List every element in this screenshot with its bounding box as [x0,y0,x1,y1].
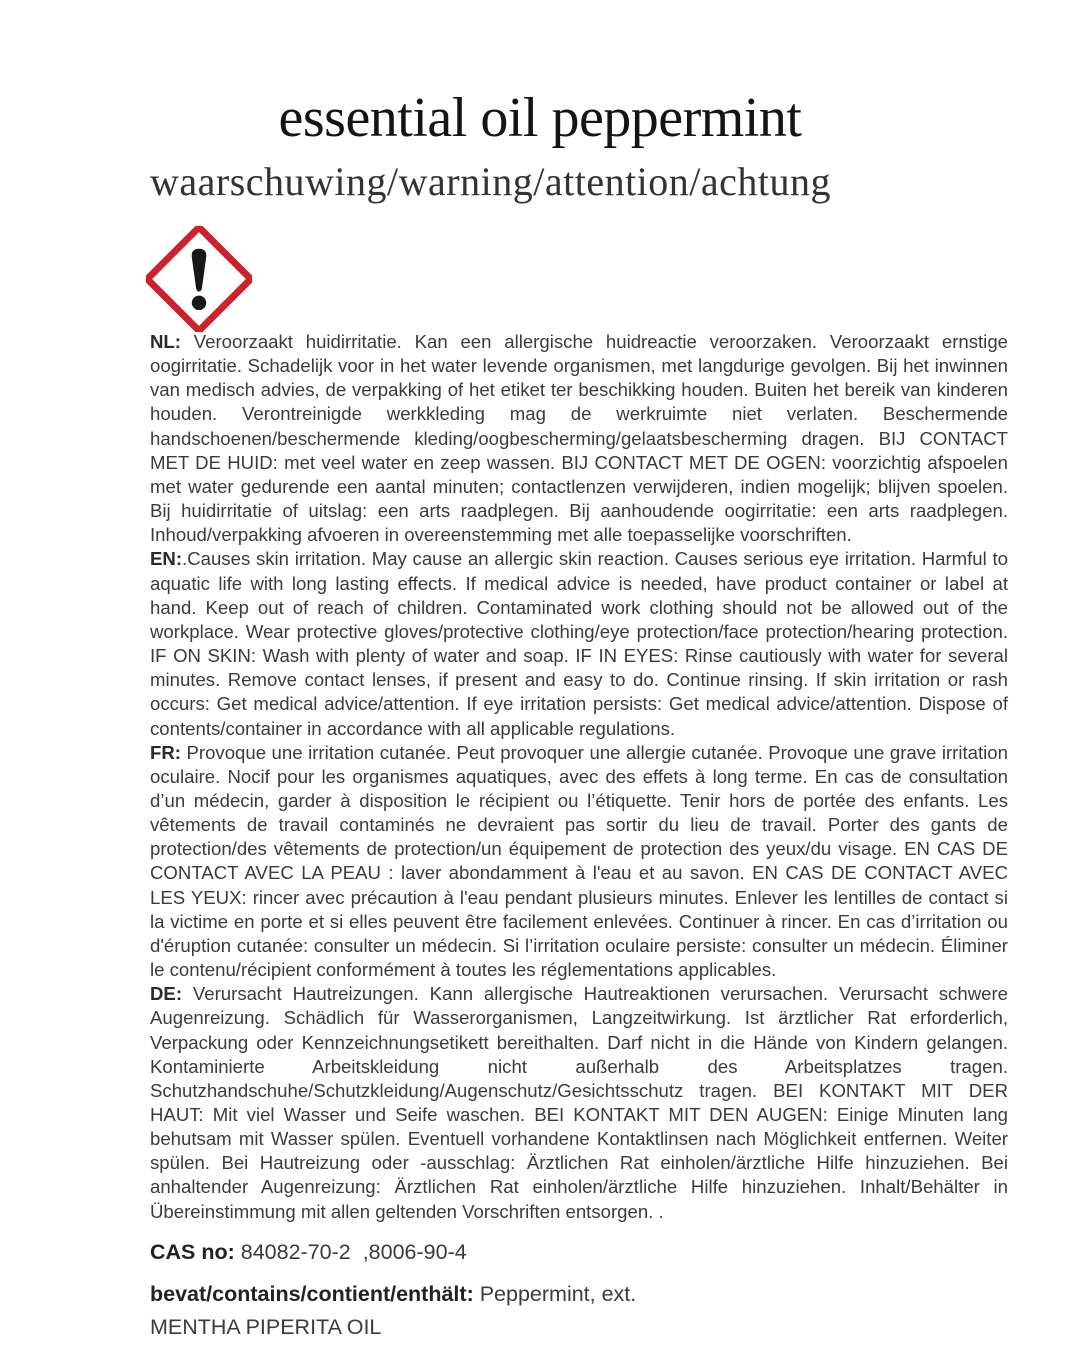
language-label-en: EN: [150,548,183,570]
hazard-paragraph-en [150,547,1008,740]
hazard-text-de: Verursacht Hautreizungen. Kann allergische Hautreaktionen verursachen. Verursacht schwere Augenreizung. Schädlich für Wasserorganismen, Langzeitwirkung. Ist ärztlicher Rat erforderlich, Verpackung oder Kennzeichnungsetikett bereithalten. Darf nicht in die Hände von Kindern gelangen. Kontaminierte Arbeitskleidung nicht außerhalb des Arbeitsplatzes tragen. Schutzhandschuhe/Schutzkleidung/Augenschutz/Gesichtsschutz tragen. BEI KONTAKT MIT DER HAUT: Mit viel Wasser und Seife waschen. BEI KONTAKT MIT DEN AUGEN: Einige Minuten lang behutsam mit Wasser spülen. Eventuell vorhandene Kontaktlinsen nach Möglichkeit entfernen. Weiter spülen. Bei Hautreizung oder -ausschlag: Ärztlichen Rat einholen/ärztliche Hilfe hinzuziehen. Bei anhaltender Augenreizung: Ärztlichen Rat einholen/ärztliche Hilfe hinzuziehen. Inhalt/Behälter in Übereinstimmung mit allen geltenden Vorschriften entsorgen. . [150,983,1008,1222]
hazard-paragraph-nl [150,330,1008,547]
ghs07-exclamation-pictogram [146,226,252,332]
product-title: essential oil peppermint [278,87,802,149]
hazard-text-fr: Provoque une irritation cutanée. Peut provoquer une allergie cutanée. Provoque une grave irritation oculaire. Nocif pour les organismes aquatiques, avec des effets à long terme. En cas de consultation d’un médecin, garder à disposition le récipient ou l’étiquette. Tenir hors de portée des enfants. Les vêtements de travail contaminés ne devraient pas sortir du lieu de travail. Porter des gants de protection/des vêtements de protection/un équipement de protection des yeux/du visage. EN CAS DE CONTACT AVEC LA PEAU : laver abondamment à l'eau et au savon. EN CAS DE CONTACT AVEC LES YEUX: rincer avec précaution à l'eau pendant plusieurs minutes. Enlever les lentilles de contact si la victime en porte et si elles peuvent être facilement enlevées. Continuer à rincer. En cas d’irritation ou d'éruption cutanée: consulter un médecin. Si l’irritation oculaire persiste: consulter un médecin. Éliminer le contenu/récipient conformément à toutes les réglementations applicables. [150,741,1008,981]
contains-label: bevat/contains/contient/enthält: [150,1281,474,1306]
hazard-paragraph-de [150,982,1008,1224]
cas-value: 84082-70-2 ,8006-90-4 [234,1239,467,1264]
hazard-text-nl: Veroorzaakt huidirritatie. Kan een allergische huidreactie veroorzaken. Veroorzaakt ernstige oogirritatie. Schadelijk voor in het water levende organismen, met langdurige gevolgen. Bij het inwinnen van medisch advies, de verpakking of het etiket ter beschikking houden. Buiten het bereik van kinderen houden. Verontreinigde werkkleding mag de werkruimte niet verlaten. Beschermende handschoenen/beschermende kleding/oogbescherming/gelaatsbescherming dragen. BIJ CONTACT MET DE HUID: met veel water en zeep wassen. BIJ CONTACT MET DE OGEN: voorzichtig afspoelen met water gedurende een aantal minuten; contactlenzen verwijderen, indien mogelijk; blijven spoelen. Bij huidirritatie of uitslag: een arts raadplegen. Bij aanhoudende oogirritatie: een arts raadplegen. Inhoud/verpakking afvoeren in overeenstemming met alle toepasselijke voorschriften. [150,331,1008,546]
contains-value: Peppermint, ext. [473,1281,637,1306]
inci-name: MENTHA PIPERITA OIL [150,1314,382,1339]
hazard-text-en: .Causes skin irritation. May cause an allergic skin reaction. Causes serious eye irritation. Harmful to aquatic life with long lasting effects. If medical advice is needed, have product container or label at hand. Keep out of reach of children. Contaminated work clothing should not be allowed out of the workplace. Wear protective gloves/protective clothing/eye protection/face protection/hearing protection. IF ON SKIN: Wash with plenty of water and soap. IF IN EYES: Rinse cautiously with water for several minutes. Remove contact lenses, if present and easy to do. Continue rinsing. If skin irritation or rash occurs: Get medical advice/attention. If eye irritation persists: Get medical advice/attention. Dispose of contents/container in accordance with all applicable regulations. [150,548,1008,739]
exclamation-mark-icon [146,226,252,332]
language-label-nl: NL: [150,331,181,352]
language-label-fr: FR: [150,741,181,763]
signal-words: waarschuwing/warning/attention/achtung [150,159,832,204]
cas-label: CAS no: [150,1239,235,1264]
hazard-paragraph-fr [150,741,1008,983]
exclamation-dot [192,296,206,310]
contains-line [150,1281,1008,1308]
hazard-statements-block [150,330,1008,1341]
cas-number-line [150,1239,1008,1266]
language-label-de: DE: [150,983,183,1005]
